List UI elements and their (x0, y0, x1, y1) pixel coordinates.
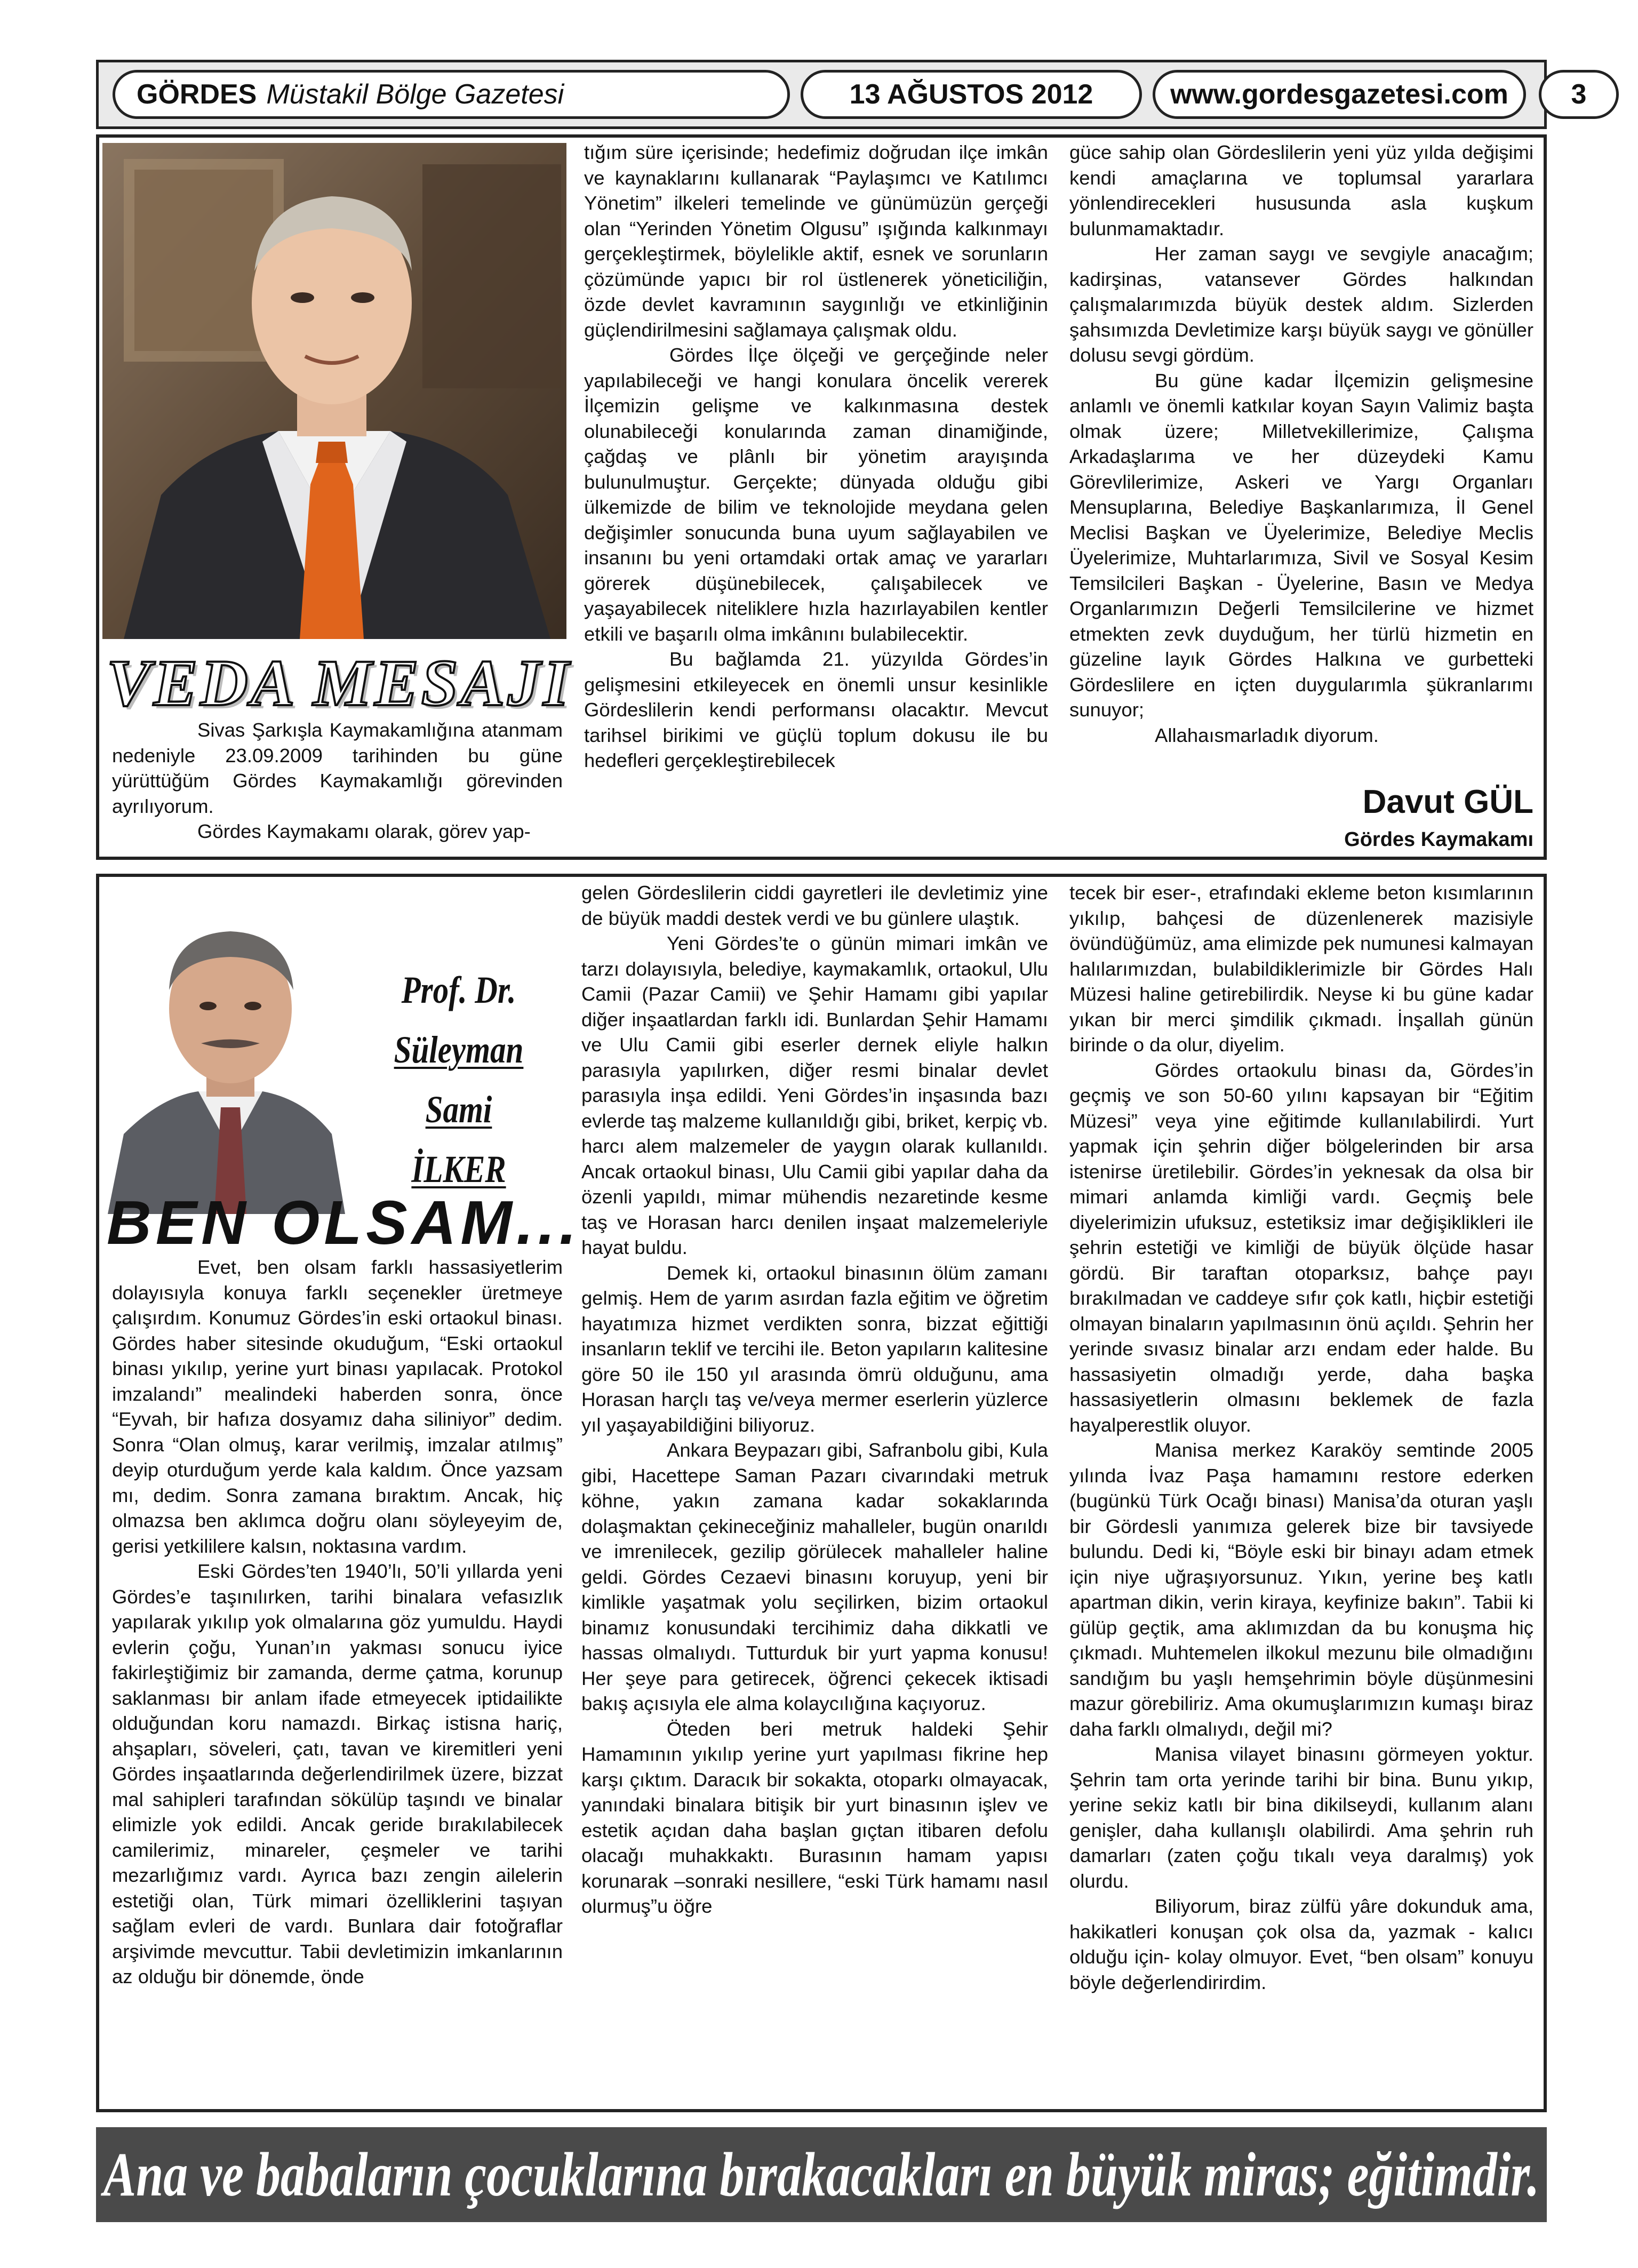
article2-column-3 (1069, 880, 1533, 2107)
author-surname: İLKER (411, 1148, 506, 1191)
quote-banner (96, 2127, 1547, 2222)
author-name (367, 1020, 550, 1139)
paragraph: Allahaısmarladık diyorum. (1155, 724, 1379, 746)
newspaper-name (113, 70, 790, 119)
signature-title: Gördes Kaymakamı (1344, 828, 1533, 851)
author-first-name: Süleyman (394, 1028, 524, 1071)
portrait-illustration (102, 143, 566, 639)
paragraph: Yeni Gördes’te o günün mimari imkân ve tarzı dolayısıyla, belediye, kaymakamlık, ortaokul, Ulu Camii (Pazar Camii) ve Şehir Hamamı gibi yapılar diğer inşaatlardan farklı idi. Bunlardan Şehir Hamamı ve Ulu Camii gibi eserler dernek eliyle halkın parasıyla yapılırken, diğer resmi binalar devlet parasıyla inşa edildi. Yeni Gördes’in inşasında bazı evlerde taş malzeme kullanıldığı gibi, briket, kerpiç vb. harcı alem malzemeler de yaygın olarak kullanıldı. Ancak ortaokul binası, Ulu Camii gibi yapılar daha da özenli yapıldı, mimar mühendis nezaretinde kesme taş ve Horasan harcı denilen inşaat malzemeleriyle hayat buldu. (581, 932, 1048, 1258)
paragraph: tığım süre içerisinde; hedefimiz doğrudan ilçe imkân ve kaynaklarını kullanarak “Paylaşımcı ve Katılımcı Yönetim” ilkeleri temelinde ve günümüzün gerçeği olan “Yerinden Yönetim Olgusu” ışığında kalkınmayı gerçekleştirmek, böylelikle aktif, esnek ve sorunların çözümünde yapıcı bir rol üstlenerek yöneticiliğin, özde devlet kavramının saygınlığı ve etkinliğinin güçlendirilmesini sağlamaya çalışmak oldu. (584, 141, 1048, 341)
newspaper-subtitle: Müstakil Bölge Gazetesi (266, 79, 564, 110)
article1-column-1 (112, 717, 563, 861)
paragraph: Evet, ben olsam farklı hassasiyetlerim dolayısıyla konuya farklı seçenekler üretmeye çalışırdım. Konumuz Gördes’in eski ortaokul binası. Gördes haber sitesinde okuduğum, “Eski ortaokul binası yıkılıp, yerine yurt binası yapılacak. Protokol imzalandı” mealindeki haberden sonra, önce “Eyvah, bir hafıza dosyamız daha siliniyor” dedim. Sonra “Olan olmuş, karar verilmiş, imzalar atılmış” deyip oturduğum yerde kala kaldım. Önce yazsam mı, dedim. Sonra zamana bıraktım. Ancak, hiç olmazsa ben aklımca doğru olanı söyleyeyim de, gerisi yetkililere kalsın, noktasına vardım. (112, 1256, 563, 1557)
paragraph: Her zaman saygı ve sevgiyle anacağım; kadirşinas, vatansever Gördes halkından çalışmalarımızda büyük destek aldım. Sizlerden şahsımızda Devletimize karşı büyük saygı ve gönüller dolusu sevgi gördüm. (1069, 243, 1533, 366)
website-link[interactable]: www.gordesgazetesi.com (1153, 70, 1526, 119)
quote-banner-text: Ana ve babaların çocuklarına bırakacakları en büyük miras; eğitimdir. (103, 2139, 1540, 2209)
article1-column-3 (1069, 140, 1533, 857)
page-number: 3 (1539, 70, 1619, 119)
author-middle-name: Sami (425, 1088, 492, 1131)
headline-ben-olsam: BEN OLSAM... (107, 1188, 581, 1257)
paragraph: gelen Gördeslilerin ciddi gayretleri ile devletimiz yine de büyük maddi destek verdi ve bu günlere ulaştık. (581, 882, 1048, 929)
article1-column-2 (584, 140, 1048, 857)
headline-veda-mesaji: VEDA MESAJI (107, 646, 572, 720)
masthead-bar (96, 60, 1587, 129)
paragraph: Manisa merkez Karaköy semtinde 2005 yılında İvaz Paşa hamamını restore ederken (bugünkü Türk Ocağı binası) Manisa’da oturan yaşlı bir Gördesli yanımıza gelerek bize bir tavsiyede bulundu. Dedi ki, “Böyle eski bir binayı adam etmek için niye uğraşıyorsunuz. Yıkın, yerine beş katlı apartman dikin, verin kiraya, keyfinize bakın”. Tabii ki gülüp geçtik, ama aklımızdan da bu konuşma hiç çıkmadı. Muhtemelen ilkokul mezunu bile olmadığını sandığım bu yaşlı hemşehrimin böyle düşünmesini mazur görebiliriz. Ama okumuşlarımızın kumaşı biraz daha farklı olmalıydı, değil mi? (1069, 1439, 1533, 1740)
paragraph: Demek ki, ortaokul binasının ölüm zamanı gelmiş. Hem de yarım asırdan fazla eğitim ve öğretim hayatımıza hizmet verdikten sonra, bizzat eğittiği insanların teklif ve tercihi ile. Beton yapıların kalitesine göre 50 ile 150 yıl arasında ömrü olduğunu, ama Horasan harçlı taş ve/veya mermer eserlerin yüzlerce yıl yaşayabildiğini biliyoruz. (581, 1261, 1048, 1436)
paragraph: Sivas Şarkışla Kaymakamlığına atanmam nedeniyle 23.09.2009 tarihinden bu güne yürüttüğüm Gördes Kaymakamlığı görevinden ayrılıyorum. (112, 719, 563, 817)
paragraph: Bu bağlamda 21. yüzyılda Gördes’in gelişmesini etkileyecek en önemli unsur kesinlikle Gördeslilerin kendi performansı olacaktır. Mevcut tarihsel birikimi ve güçlü toplum dokusu ile bu hedefleri gerçekleştirebilecek (584, 648, 1048, 771)
signature-name: Davut GÜL (1362, 784, 1533, 820)
portrait-photo-kaymakam (102, 143, 566, 639)
paragraph: Biliyorum, biraz zülfü yâre dokunduk ama, hakikatleri konuşan çok olsa da, yazmak - kalıcı olduğu için- kolay olmuyor. Evet, “ben olsam” konuyu böyle değerlendirirdim. (1069, 1895, 1533, 1993)
paragraph: Öteden beri metruk haldeki Şehir Hamamının yıkılıp yerine yurt yapılması fikrine hep karşı çıktım. Daracık bir sokakta, otoparkı olmayacak, yanındaki binalara bitişik bir yurt binasının işlev ve estetik açıdan daha başlan gıçtan itibaren defolu olacağı muhakkaktı. Burasının hamam yapısı korunarak –sonraki nesillere, “eski Türk hamamı nasıl olurmuş”u öğre (581, 1718, 1048, 1917)
newspaper-title: GÖRDES (137, 79, 257, 110)
paragraph: Gördes İlçe ölçeği ve gerçeğinde neler yapılabileceği ve hangi konulara öncelik vererek İlçemizin gelişme ve kalkınmasına destek olunabileceği konularında zaman dinamiğinde, çağdaş ve plânlı bir yönetim arayışında bulunulmuştur. Gerçekte; dünyada olduğu gibi ülkemizde de bilim ve teknolojide meydana gelen değişimler sonucunda buna uyum sağlayabilen ve insanını bu yeni ortamdaki ortak amaç ve yararları görerek düşünebilecek, çalışabilecek ve yaşayabilecek niteliklere hızla hazırlayabilen kentler etkili ve başarılı olma imkânını bulabilecektir. (584, 344, 1048, 645)
paragraph: tecek bir eser-, etrafındaki ekleme beton kısımlarının yıkılıp, bahçesi de düzenlenerek mazisiyle övündüğümüz, ama elimizde pek numunesi kalmayan halılarımızdan, bulabildiklerimizle bir Gördes Halı Müzesi haline getirebilirdik. Neyse ki bu güne kadar yıkan bir merci şimdilik çıkmadı. İnşallah günün birinde o da olur, diyelim. (1069, 882, 1533, 1056)
paragraph: Ankara Beypazarı gibi, Safranbolu gibi, Kula gibi, Hacettepe Saman Pazarı civarındaki metruk köhne, yakın zamana kadar sokaklarında dolaşmaktan çekineceğiniz mahalleler, bugün onarıldı ve imrenilecek, gezilip görülecek mahalleler haline geldi. Gördes Cezaevi binasını koruyup, yeni bir kimlikle yaşatmak yolu seçilirken, bizim ortaokul binamız konusundaki tercihimiz daha dikkatli ve hassas olmalıydı. Tutturduk bir yurt yapma konusu! Her şeye para getirecek, öğrenci çekecek iktisadi bakış açısıyla ele alma kolaycılığına kaçıyoruz. (581, 1439, 1048, 1714)
author-portrait-illustration (102, 883, 348, 1214)
article2-column-2 (581, 880, 1048, 2107)
paragraph: Bu güne kadar İlçemizin gelişmesine anlamlı ve önemli katkılar koyan Sayın Valimiz başta olmak üzere; Milletvekillerimize, Çalışma Arkadaşlarıma ve her düzeydeki Kamu Görevlilerimize, Askeri ve Yargı Organları Mensuplarına, Belediye Başkanlarımıza, İl Genel Meclisi Başkan ve Üyelerimize, Belediye Meclis Üyelerimize, Muhtarlarımıza, Sivil ve Sosyal Kesim Temsilcileri Başkan - Üyelerine, Basın ve Medya Organlarımızın Değerli Temsilcilerine ve hizmet etmekten zevk duyduğum, her türlü hizmetin en güzeline layık Gördes Halkına ve gurbetteki Gördeslilere en içten duygularımla şükranlarımı sunuyor; (1069, 369, 1533, 721)
paragraph: Manisa vilayet binasını görmeyen yoktur. Şehrin tam orta yerinde tarihi bir bina. Bunu yıkıp, yerine sekiz katlı bir bina dikilseydi, kullanım alanı genişler, daha kullanışlı olabilirdi. Ama şehrin ruh damarları (zaten çoğu tıkalı veya daralmış) yok olurdu. (1069, 1743, 1533, 1892)
issue-date: 13 AĞUSTOS 2012 (801, 70, 1142, 119)
portrait-photo-author (102, 883, 348, 1214)
paragraph: güce sahip olan Gördeslilerin yeni yüz yılda değişimi kendi amaçlarına ve toplumsal yararlara yönlendirecekleri hususunda asla kuşkum bulunmamaktadır. (1069, 141, 1533, 239)
author-title: Prof. Dr. (401, 969, 516, 1011)
signature-block (1344, 780, 1533, 855)
paragraph: Gördes Kaymakamı olarak, görev yap- (197, 820, 531, 842)
author-byline (367, 960, 550, 1199)
article2-column-1 (112, 1255, 563, 2108)
paragraph: Eski Gördes’ten 1940’lı, 50’li yıllarda yeni Gördes’e taşınılırken, tarihi binalara vefasızlık yapılarak yıkılıp yok olmalarına göz yumuldu. Haydi evlerin çoğu, Yunan’ın yakması sonucu iyice fakirleştiğimiz bir zamanda, derme çatma, korunup saklanması bir anlam ifade etmeyecek iptidailikte olduğundan koru namazdı. Birkaç istisna hariç, ahşapları, söveleri, çatı, tavan ve kiremitleri yeni Gördes inşaatlarında değerlendirilmek üzere, bizzat mal sahipleri tarafından sökülüp taşındı ve binalar elimizle yok edildi. Ancak geride bırakılabilecek camilerimiz, minareler, çeşmeler ve tarihi mezarlığımız vardı. Ayrıca bazı zengin ailelerin estetiği olan, Türk mimari özelliklerini taşıyan sağlam evleri de vardı. Bunlara dair fotoğraflar arşivimde mevcuttur. Tabii devletimizin imkanlarının az olduğu bir dönemde, önde (112, 1560, 563, 1987)
paragraph: Gördes ortaokulu binası da, Gördes’in geçmiş ve son 50-60 yılını kapsayan bir “Eğitim Müzesi” veya yine eğitimde kullanılabilirdi. Yurt yapmak için şehrin diğer bölgelerinden bir arsa istenirse üretilebilir. Gördes’in yeknesak da olsa bir mimari anlamda kimliği vardı. Geçmiş bele diyelerimizin ufuksuz, estetiksiz imar değişiklikleri ile şehrin estetiği ve kimliği de büyük ölçüde hasar gördü. Bir taraftan otoparksız, bahçe payı bırakılmadan ve caddeye sıfır çok katlı, hiçbir estetiği olmayan binaların yapılmasının önü açıldı. Şehrin her yerinde sıvasız binalar arzı endam eder halde. Bu hassasiyetin olmadığı yerde, daha başka hassasiyetlerin olmasını beklemek de fazla hayalperestlik oluyor. (1069, 1059, 1533, 1436)
